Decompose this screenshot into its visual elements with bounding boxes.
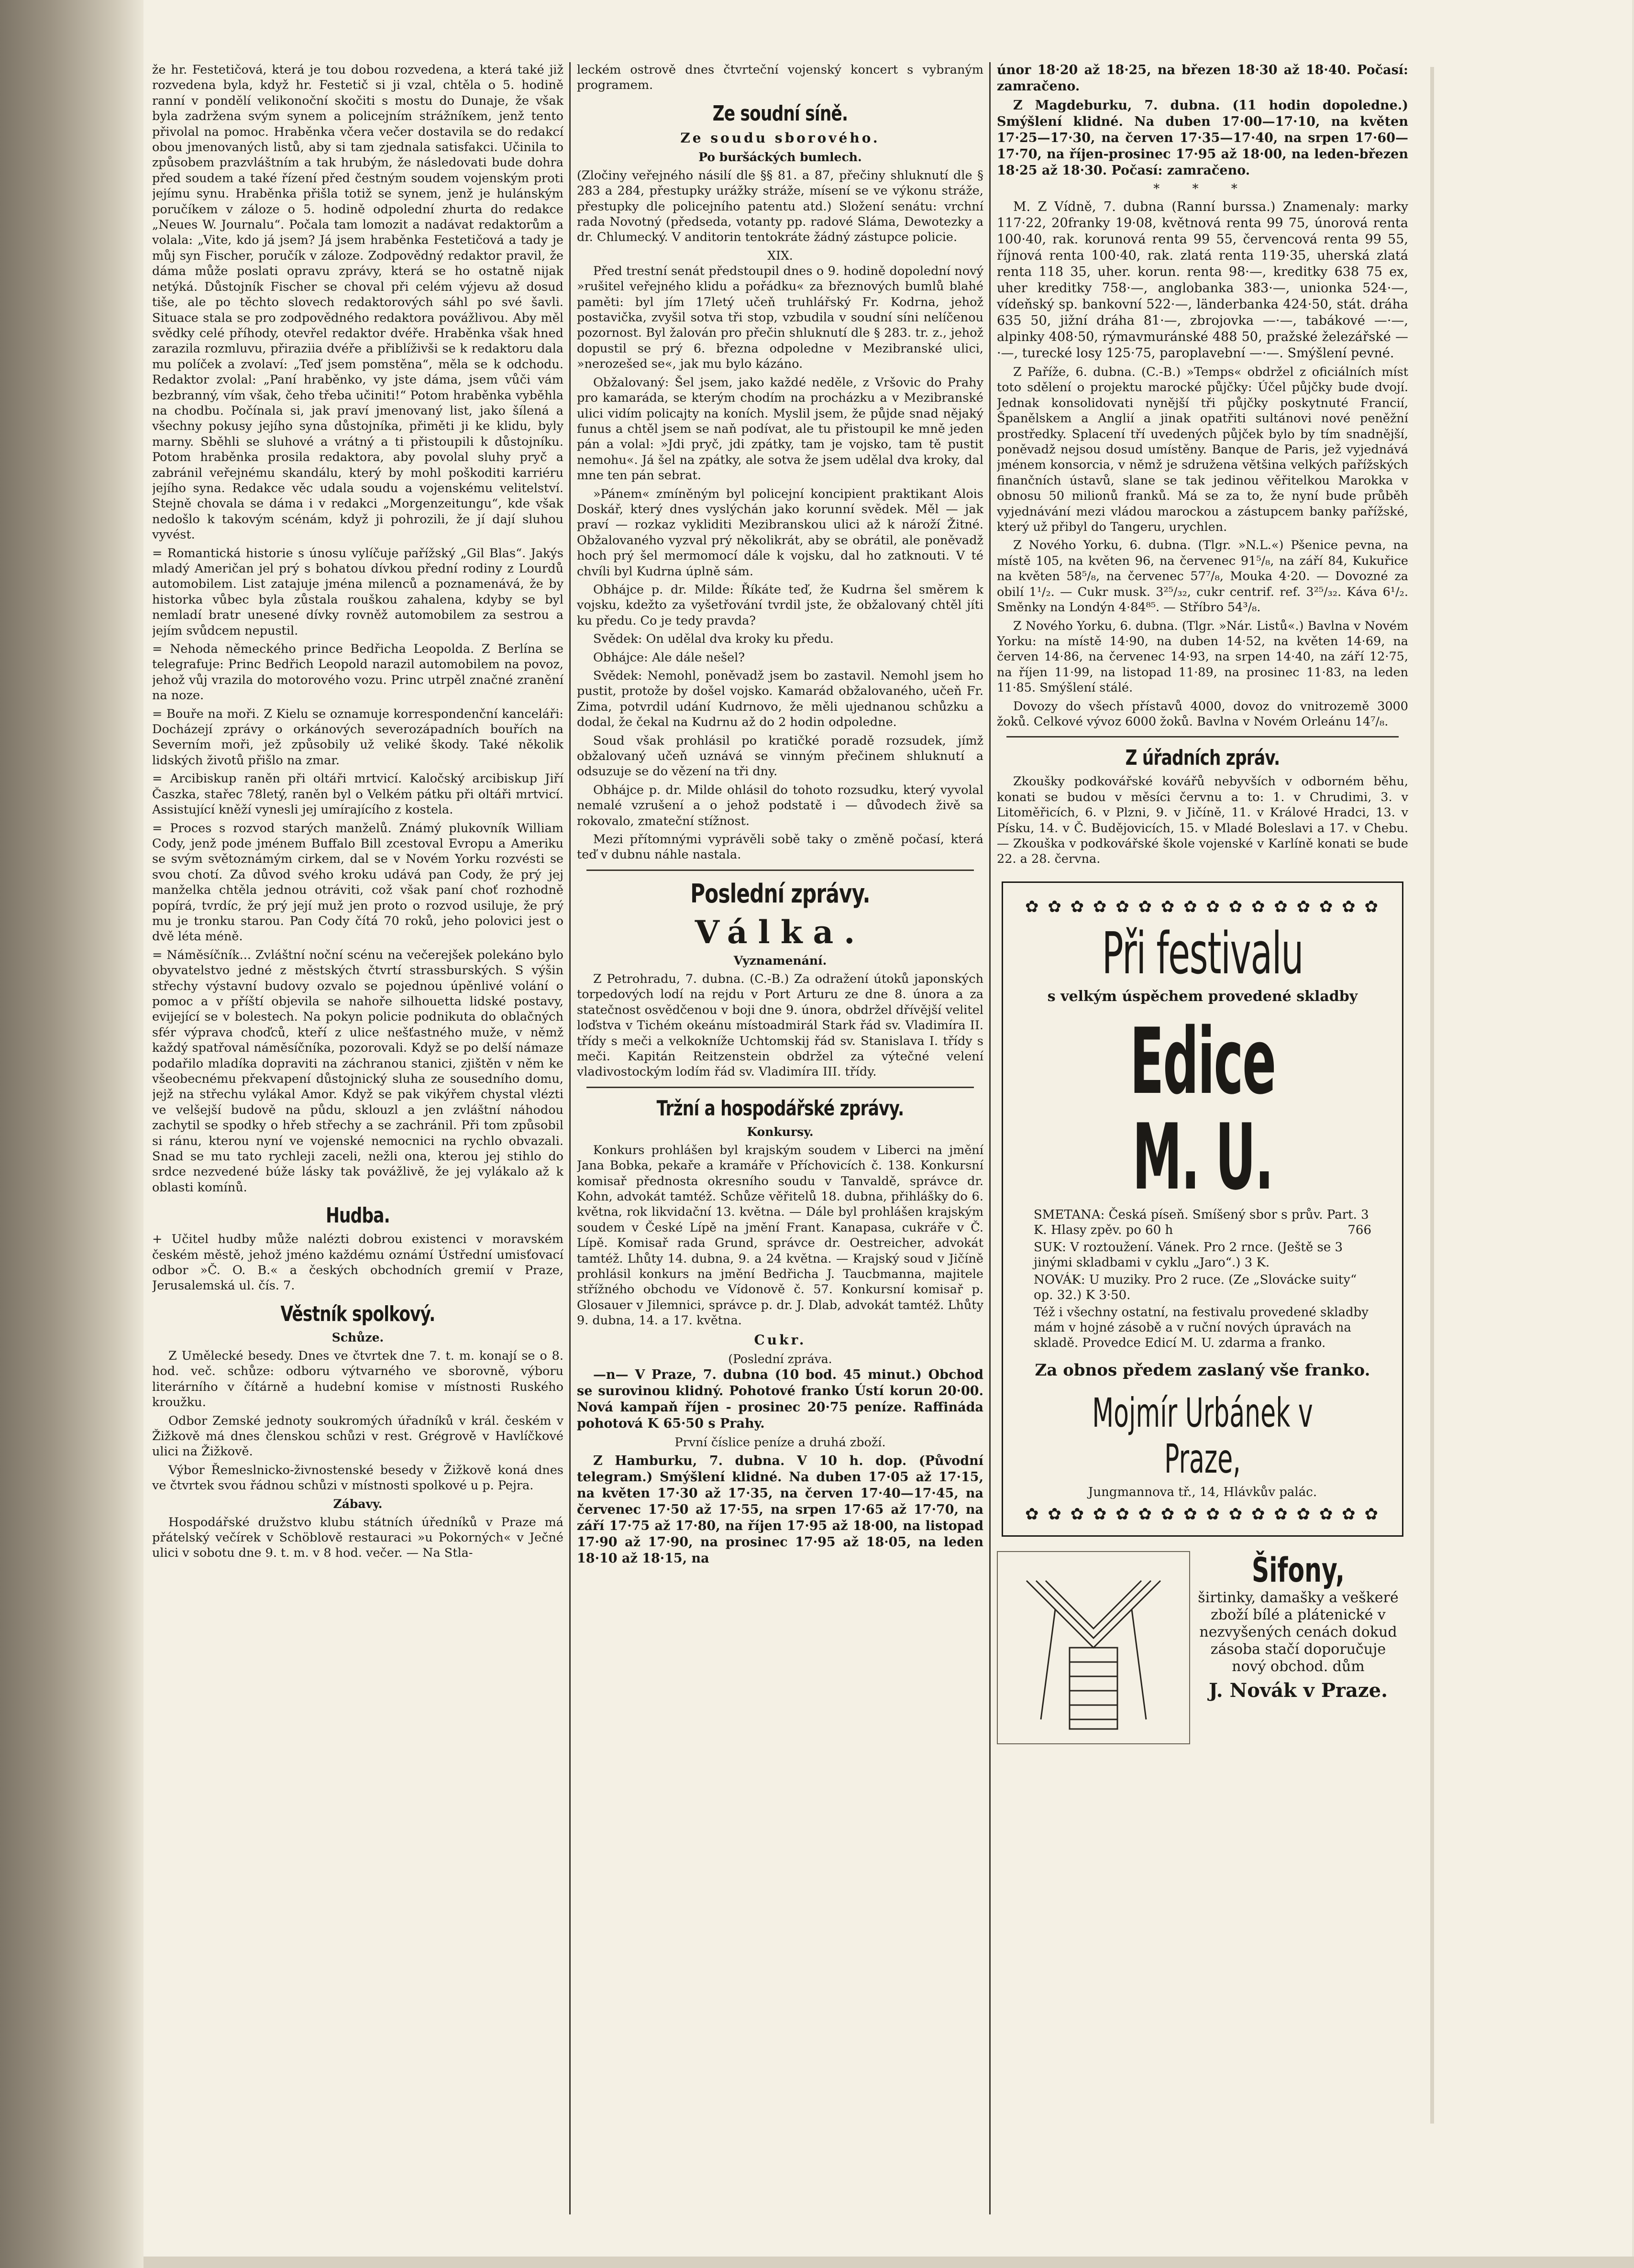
cukr-hamburk: Z Hamburku, 7. dubna. V 10 h. dop. (Původní telegram.) Smýšlení klidné. Na duben 17·05 až 17·15, na květen 17·30 až 17·35, na červen 17·40—17·45, na červenec 17·50 až 17·55, na srpen 17·65 až 17·70, na září 17·75 až 17·80, na říjen 17·95 až 18·00, na listopad 17·90 až 17·90, na prosinec 17·95 až 18·05, na leden 18·10 až 18·15, na: [577, 1453, 983, 1566]
soud-senat: (Zločiny veřejného násilí dle §§ 81. a 87, přečiny shluknutí dle § 283 a 284, přestupky urážky stráže, mísení se ve výkonu stráže, přestupky dle policejního patentu atd.) Složení senátu: vrchní rada Novotný (předseda, votanty pp. radové Sláma, Dewotezky a dr. Chlumecký. V anditorin tentokráte žádný zástupce policie.: [577, 168, 983, 245]
section-heading-posledni-zpravy: Poslední zprávy.: [690, 878, 870, 909]
ad-flower-border: ✿ ✿ ✿ ✿ ✿ ✿ ✿ ✿ ✿ ✿ ✿ ✿ ✿ ✿ ✿ ✿: [1025, 1504, 1380, 1524]
cukr-cislice: První číslice peníze a druhá zboží.: [674, 1435, 886, 1450]
ad-address: Jungmannova tř., 14, Hlávkův palác.: [1088, 1485, 1317, 1499]
soud-text-6: Obhájce: Ale dále nešel?: [593, 650, 745, 665]
vestnik-zemska-jednota: Odbor Zemské jednoty soukromých úřadníků v král. českém v Žižkově má dnes členskou schůzi v rest. Grégrově v Havlíčkové ulici na Žižkově.: [152, 1413, 563, 1459]
soud-text-2: Obžalovaný: Šel jsem, jako každé neděle, z Vršovic do Prahy pro kamaráda, se kterým chodím na procházku a v Mezibranské ulici vidím policajty na koních. Myslil jsem, že půjde snad nějaký funus a chtěl jsem se naň podívat, ale tu přistoupil ke mně jeden pán a volal: »Jdi pryč, jdi zpátky, tam je vojsko, tam tě pustit nemohu«. Já šel na zpátky, ale sotva že jsem udělal dva kroky, dal mne ten pán sebrat.: [577, 375, 983, 483]
ad-item-suk: SUK: V roztoužení. Vánek. Pro 2 rnce. (Ještě se 3 jinými skladbami v cyklu „Jaro“.) 3 K.: [1034, 1240, 1343, 1270]
news-namesicnik: = Náměsíčník... Zvláštní noční scénu na večerejšek polekáno bylo obyvatelstvo jedné z městských čtvrtí strassburských. S výšin střechy výstavní budovy ozvalo se pojednou úpěnlivé volání o pomoc a v příští objevila se nahoře silhouetta lidské postavy, evijející se v bolestech. Na pokyn policie podnikuta do oblačných sfér výprava choďců, kteří z ulice nešťastného muže, v němž každý spatřoval náměsíčníka, pozorovali. Když se po delší námaze podařilo mladíka dopraviti na záchranou stanici, zjištěn v něm ke všeobecnému překvapení důstojnický sluha ze sousedního domu, jejž na střechu vylákal Amor. Když se pak vikýřem chystal vlézti ve velšejší budově na půdu, sklouzl a jen zvláštní náhodou zachytil se spodky o hřeb střechy a se zachránil. Při tom způsobil si ránu, kterou nyní ve vojenské nemocnici na rychlo obvazali. Snad se mu tato rychleji zaceli, nežli ona, kterou jej stihlo do srdce nezvedené búže lásky tak povážlivě, že jej vylákalo až k oblasti komínů.: [152, 947, 563, 1195]
subheading-zabavy: Zábavy.: [333, 1497, 383, 1511]
ad-headline: Při festivalu: [1102, 920, 1303, 987]
advertisement-sifony: [997, 1551, 1408, 1771]
sifony-merchant: J. Novák v Praze.: [1208, 1679, 1388, 1702]
separator-stars: * * *: [1153, 182, 1252, 196]
soud-text-5: Svědek: On udělal dva kroky ku předu.: [593, 632, 834, 647]
zabavy-druzstvo: Hospodářské družstvo klubu státních úředníků v Praze má přátelský večírek v Schöblově restauraci »u Pokorných« v Ječné ulici v sobotu dne 9. t. m. v 8 hod. večer. — Na Stla-: [152, 1515, 563, 1561]
soud-text-1: Před trestní senát předstoupil dnes o 9. hodině dopolední nový »rušitel veřejného klidu a pořádku« za březnových bumlů blahé paměti: byl jím 17letý učeň truhlářský Fr. Kodrna, jehož postavička, zvyšil sotva tři stop, vzbudila v soudní síni nelíčenou pozornost. Byl žalován pro přečin shluknutí dle § 283. tr. z., jehož dopustil se prý 6. března odpoledne v Mezibranské ulici, »nerozešed se«, jak mu bylo kázáno.: [577, 264, 983, 372]
sifony-body: širtinky, damašky a veškeré zboží bílé a plátenické v nezvyšených cenách dokud zásoba stačí doporučuje nový obchod. dům: [1198, 1589, 1399, 1675]
section-heading-uradni-zpravy: Z úřadních zpráv.: [1125, 746, 1280, 771]
zprava-new-york-3: Dovozy do všech přístavů 4000, dovoz do vnitrozemě 3000 žoků. Celkové vývoz 6000 žoků. Bavlna v Novém Orleánu 14⁷/₈.: [997, 699, 1408, 729]
news-nehoda-prince: = Nehoda německého prince Bedřicha Leopolda. Z Berlína se telegrafuje: Princ Bedřich Leopold narazil automobilem na povoz, jehož vůj vrazila do motorového vozu. Princ utrpěl značné zranění na noze.: [152, 642, 563, 703]
uradni-zkousky: Zkoušky podkovářské kovářů nebyvších v odborném běhu, konati se budou v měsíci červnu a to: 1. v Chrudimi, 3. v Litoměřicích, 6. v Plzni, 9. v Jičíně, 11. v Králové Hradci, 13. v Písku, 14. v Č. Budějovicích, 15. v Mladé Boleslavi a 17. v Chebu. — Zkouška v podkovářské škole vojenské v Karlíně konati se bude 22. a 28. června.: [997, 774, 1408, 867]
paper-right-margin: [1430, 67, 1434, 2124]
subheading-konkursy: Konkursy.: [747, 1124, 814, 1139]
soud-text-4: Obhájce p. dr. Milde: Říkáte teď, že Kudrna šel směrem k vojsku, kdežto za vyšetřování tvrdil jste, že obžalovaný chtěl jíti ku předu. Co je tedy pravda?: [577, 582, 983, 628]
ad-subheadline: s velkým úspěchem provedené skladby: [1047, 988, 1358, 1005]
section-heading-trzni-zpravy: Tržní a hospodářské zprávy.: [656, 1096, 904, 1121]
soud-text-9: Obhájce p. dr. Milde ohlásil do tohoto rozsudku, který vyvolal nemalé vzrušení a o jehož podstatě i — důvodech živě sa rokovalo, zmateční stížnost.: [577, 782, 983, 828]
ad-flower-border: ✿ ✿ ✿ ✿ ✿ ✿ ✿ ✿ ✿ ✿ ✿ ✿ ✿ ✿ ✿ ✿: [1025, 897, 1380, 916]
advertisement-edice-mu: [1002, 881, 1403, 1537]
soud-number: XIX.: [767, 248, 793, 263]
valka-petrohrad: Z Petrohradu, 7. dubna. (C.-B.) Za odražení útoků japonských torpedových lodí na rejdu v Port Arturu ze dne 8. února a za statečnost osvědčenou v boji dne 9. února, obdržel dřívější velitel loďstva v Tichém okeánu místoadmirál Stark řád sv. Vladimíra II. třídy s meči a velkokníže Uchtomskij řád sv. Stanislava I. třídy s meči. Kapitán Reitzenstein obdržel za výtečné velení vladivostockým lodím řád sv. Vladimíra III. třídy.: [577, 971, 983, 1079]
news-proces-rozvod: = Proces s rozvod starých manželů. Známý plukovník William Cody, jenž pode jménem Buffalo Bill zcestoval Evropu a Ameriku se svým světoznámým cirkem, dal se v Novém Yorku rozvésti se svou chotí. Za důvod svého kroku udává pan Cody, že prý jej manželka chtěla jednou otráviti, což však paní choť rozhodně popírá, tvrdíc, že prý její muž jen proto o rozvod usiluje, že prý mu je tronku starou. Pan Cody čítá 70 roků, jeho polovici jest o dvě léta méně.: [152, 821, 563, 944]
burza-viden: M. Z Vídně, 7. dubna (Ranní burssa.) Znamenaly: marky 117·22, 20franky 19·08, květnová renta 99 75, únorová renta 100·40, rak. korunová renta 99 55, červencová renta 99 55, říjnová renta 100·40, rak. zlatá renta 119·35, uherská zlatá renta 118 35, uher. korun. renta 98·—, kreditky 638 75 ex, uher kreditky 758·—, anglobanka 383·—, unionka 524·—, vídeňský sp. bankovní 522·—, länderbanka 424·50, stát. dráha 635 50, jižní dráha 81·—, zbrojovka —·—, tabákové —·—, alpinky 408·50, rýmavmuránské 488 50, pražské železářské —·—, turecké losy 125·75, paroplavební —·—. Smýšlení pevné.: [997, 199, 1408, 361]
fabric-bolt-illustration: [997, 1551, 1190, 1744]
page-bottom-edge: [144, 2257, 1634, 2268]
zprava-new-york-2: Z Nového Yorku, 6. dubna. (Tlgr. »Nár. Listů«.) Bavlna v Novém Yorku: na místě 14·90, na duben 14·52, na květen 14·69, na červen 14·86, na červenec 14·93, na srpen 14·40, na září 12·75, na říjen 11·99, na listopad 11·89, na prosinec 11·83, na leden 11·85. Smýšlení stálé.: [997, 618, 1408, 695]
ad-merchant-name: Mojmír Urbánek v Praze,: [1092, 1389, 1313, 1482]
subheading-soud-sborovy: Ze soudu sborového.: [680, 130, 880, 146]
ad-obnos: Za obnos předem zaslaný vše franko.: [1035, 1360, 1370, 1380]
soud-text-3: »Pánem« zmíněným byl policejní koncipient praktikant Alois Doskář, který dnes vyslýchán jako korunní svědek. Měl — jak praví — rozkaz vykliditi Mezibranskou ulici až k nároží Žitné. Obžalovaného vyzval prý několikrát, aby se obrátil, ale poněvadž hoch prý šel mermomocí dále k vojsku, dal ho zatknouti. V té chvíli byl Kudrna úplně sám.: [577, 486, 983, 579]
soud-text-10: Mezi přítomnými vyprávěli sobě taky o změně počasí, která teď v dubnu náhle nastala.: [577, 832, 983, 862]
news-boure-na-mori: = Bouře na moři. Z Kielu se oznamuje korrespondenční kanceláři: Docházejí zprávy o orkánových severozápadních bouřích na Severním moři, jež způsobily už veliké škody. Také několik lidských životů přišlo na zmar.: [152, 706, 563, 768]
continued-text-top: leckém ostrově dnes čtvrteční vojenský koncert s vybraným programem.: [577, 63, 983, 93]
soud-text-8: Soud však prohlásil po kratičké poradě rozsudek, jímž obžalovaný učeň uznává se vinným přečinem shluknutí a odsuzuje se do vězení na tři dny.: [577, 733, 983, 779]
divider: [586, 1087, 974, 1088]
ad-item-smetana-number: 766: [1347, 1222, 1371, 1237]
section-heading-soudni-sin: Ze soudní síně.: [712, 101, 848, 126]
ad-item-smetana-text: SMETANA: Česká píseň. Smíšený sbor s prův. Part. 3 K. Hlasy zpěv. po 60 h: [1034, 1207, 1369, 1237]
ad-item-smetana: [1034, 1207, 1371, 1238]
zprava-new-york-1: Z Nového Yorku, 6. dubna. (Tlgr. »N.L.«) Pšenice pevna, na místě 105, na květen 96, na červenec 91⁵/₈, na září 84, Kukuřice na květen 58⁵/₈, na červenec 57⁷/₈, Mouka 4·20. — Dovozné za obilí 1¹/₂. — Cukr musk. 3²⁵/₃₂, cukr centrif. ref. 3²⁵/₃₂. Káva 6¹/₂. Směnky na Londýn 4·84⁸⁵. — Stříbro 54³/₈.: [997, 538, 1408, 615]
soud-text-7: Svědek: Nemohl, poněvadž jsem bo zastavil. Nemohl jsem ho pustit, protože by došel vojsko. Kamarád obžalovaného, učeň Fr. Zima, potvrdil udání Kudrnovo, že měli ujednanou schůzku a dodal, že čekal na Kudrnu až do 2 hodin odpoledne.: [577, 669, 983, 730]
cukr-note: (Poslední zpráva.: [728, 1352, 832, 1366]
page-edge-right: [1632, 0, 1634, 2268]
cukr-continued: únor 18·20 až 18·25, na březen 18·30 až 18·40. Počasí: zamračeno.: [997, 63, 1408, 94]
section-heading-hudba: Hudba.: [326, 1203, 390, 1228]
subheading-bumly: Po buršáckých bumlech.: [698, 150, 862, 164]
sifony-text-block: [1193, 1551, 1403, 1702]
subheading-cukr: Cukr.: [754, 1332, 806, 1348]
divider: [1006, 736, 1399, 738]
news-arcibiskup: = Arcibiskup raněn při oltáři mrtvicí. Kaločský arcibiskup Jiří Časzka, stařec 78letý, raněn byl o Velkém pátku při oltáři mrtvicí. Assistující kněží vynesli jej umírajícího z kostela.: [152, 771, 563, 817]
hudba-notice: + Učitel hudby může nalézti dobrou existenci v moravském českém městě, jehož jméno každému oznámí Ústřední umisťovací odbor »Č. O. B.« a českých obchodních gremií v Praze, Jerusalemská ul. čís. 7.: [152, 1232, 563, 1293]
zprava-pariz: Z Paříže, 6. dubna. (C.-B.) »Temps« obdržel z oficiálních míst toto sdělení o projektu marocké půjčky: Účel půjčky bude dvojí. Jednak konsolidovati nynější tři půjčky poskytnuté Francií, Španělskem a Anglií a jinak opatřiti sultánovi nové peněžní prostředky. Splacení tří uvedených půjček bylo by tím snadnější, poněvadž nejsou dosud umístěny. Banque de Paris, jež vyjednává jménem konsorcia, v němž je sdružena většina velkých pařížských finančních ústavů, slane se tak jedinou věřitelkou Marokka v obnosu 50 milionů franků. Má se za to, že nyní bude průběh vyjednávání mezi vládou marockou a zástupcem banky pařížské, který už přibyl do Tangeru, urychlen.: [997, 365, 1408, 535]
binding-edge: [0, 0, 144, 2268]
ad-item-novak: NOVÁK: U muziky. Pro 2 ruce. (Ze „Slovácke suity“ op. 32.) K 3·50.: [1034, 1272, 1357, 1302]
subheading-vyznamenani: Vyznamenání.: [733, 953, 827, 968]
column-rule-1: [569, 62, 571, 2214]
column-rule-2: [989, 62, 991, 2214]
column-left: [152, 62, 563, 2224]
cukr-praha: —n— V Praze, 7. dubna (10 bod. 45 minut.) Obchod se surovinou klidný. Pohotové franko Ústí korun 20·00. Nová kampaň říjen - prosinec 20·75 peníze. Raffináda pohotová K 65·50 s Prahy.: [577, 1367, 983, 1431]
column-right: [997, 62, 1408, 2224]
subheading-schuze: Schůze.: [331, 1330, 384, 1344]
ad-edice-title: Edice M. U.: [1130, 1008, 1275, 1210]
konkursy-text: Konkurs prohlášen byl krajským soudem v Liberci na jmění Jana Bobka, pekaře a kramáře v Příchovicích č. 138. Konkursní komisař přednosta okresního soudu v Tanvaldě, správce dr. Kohn, advokát tamtéž. Schůze věřitelů 18. dubna, přihlášky do 6. května, rok likvidační 13. května. — Dále byl prohlášen krajským soudem v České Lípě na jmění Frant. Kanapasa, cukráře v Č. Lípě. Komisař rada Grund, správce dr. Oestreicher, advokát tamtéž. Lhůty 14. dubna, 9. a 24 května. — Krajský soud v Jičíně prohlásil konkurs na jmění Bedřicha J. Taucbmanna, majitele střížného obchodu ve Vídonově č. 57. Konkursní komisař p. Glosauer v Jilemnici, správce p. dr. J. Dlab, advokát tamtéž. Lhůty 9. dubna, 14. a 17. května.: [577, 1143, 983, 1328]
news-romanticka-historie: = Romantická historie s únosu vylíčuje pařížský „Gil Blas“. Jakýs mladý Američan jel prý s bohatou dívkou přední rodiny z Lourdů automobilem. List zatajuje jména milenců a poznamenává, že by historka vůbec byla zůstala rouškou zahalena, kdyby se byl nemladí bratr unesené dívky rovněž automobilem za sestrou a jejím svůdcem nepustil.: [152, 546, 563, 638]
ad-item-ostatni: Též i všechny ostatní, na festivalu provedené skladby mám v hojné zásobě a v ruční nových úpravách na skladě. Provedce Edicí M. U. zdarma a franko.: [1034, 1305, 1369, 1350]
section-heading-vestnik: Věstník spolkový.: [280, 1301, 435, 1326]
sifony-title: Šifony,: [1251, 1550, 1345, 1590]
article-festeticova: že hr. Festetičová, která je tou dobou rozvedena, a která také již rozvedena byla, když hr. Festetič si ji vzal, chtěla o 5. hodině ranní v pondělí velikonoční skočiti s mostu do Dunaje, že však byla zadržena svým synem a policejním strážníkem, jenž tento přivolal na pomoc. Hraběnka včera večer dostavila se do redakcí obou jmenovaných listů, aby si tam zjednala satisfakci. Učinila to způsobem prazvláštním a tak hrubým, že následovati bude dohra před soudem a také řízení před čestným soudem vojenským proti jejímu synu. Hraběnka přišla totiž se synem, jenž je hulánským poručíkem v záloze o 5. hodině odpolední zhurta do redakce „Neues W. Journalu“. Počala tam lomozit a nadávat redaktorům a volala: „Vite, kdo já jsem? Já jsem hraběnka Festetičová a tady je můj syn Fischer, poručík v záloze. Zodpovědný redaktor pravil, že dáma může poslati opravu zprávy, která se ho ostatně nijak netýká. Důstojník Fischer se choval při celém výjevu až dosud tiše, ale po těchto slovech redaktorových sáhl po své šavli. Situace stala se pro zodpovědného redaktora povážlivou. Aby měl svědky celé příhody, otevřel redaktor dvéře. Hraběnka však hned zarazila rozmluvu, přiraziia dvéře a přiblíživši se k redaktoru dala mu políček a zvolaví: „Teď jsem pomstěna“, měla se k odchodu. Redaktor zvolal: „Paní hraběnko, vy jste dáma, jsem vůči vám bezbranný, vím však, čeho třeba učiniti!“ Potom hraběnka vyběhla na chodbu. Počínala si, jak praví jmenovaný list, jako šílená a všechny pokusy jejího syna důstojníka, přiměti ji ke klidu, byly marny. Sběhli se sluhové a vrátný a ti přistoupili k důstojníku. Potom hraběnka prosila redaktora, aby povolal sluhy pryč a zabránil veřejnému skandálu, který by mohl poškoditi karriéru jejího syna. Redakce věc udala soudu a vojenskému velitelství. Stejně chovala se dáma i v redakci „Morgenzeitungu“, kde však nedošlo k takovým scénám, když ji pohrozili, že jí dají sluhou vyvést.: [152, 63, 563, 542]
heading-valka: Válka.: [695, 913, 866, 951]
divider: [586, 870, 974, 871]
column-middle: [577, 62, 983, 2224]
vestnik-umelecka-beseda: Z Umělecké besedy. Dnes ve čtvrtek dne 7. t. m. konají se o 8. hod. več. schůze: odboru výtvarného ve sborovně, výboru literárního v čítárně a hudební komise v místnosti Ruského kroužku.: [152, 1348, 563, 1410]
vestnik-remeslnicka-beseda: Výbor Řemeslnicko-živnostenské besedy v Žižkově koná dnes ve čtvrtek svou řádnou schůzi v místnosti spolkové u p. Pejra.: [152, 1463, 563, 1493]
cukr-magdeburk: Z Magdeburku, 7. dubna. (11 hodin dopoledne.) Smýšlení klidné. Na duben 17·00—17·10, na květen 17·25—17·30, na červen 17·35—17·40, na srpen 17·60—17·70, na říjen-prosinec 17·95 až 18·00, na leden-březen 18·25 až 18·30. Počasí: zamračeno.: [997, 98, 1408, 178]
